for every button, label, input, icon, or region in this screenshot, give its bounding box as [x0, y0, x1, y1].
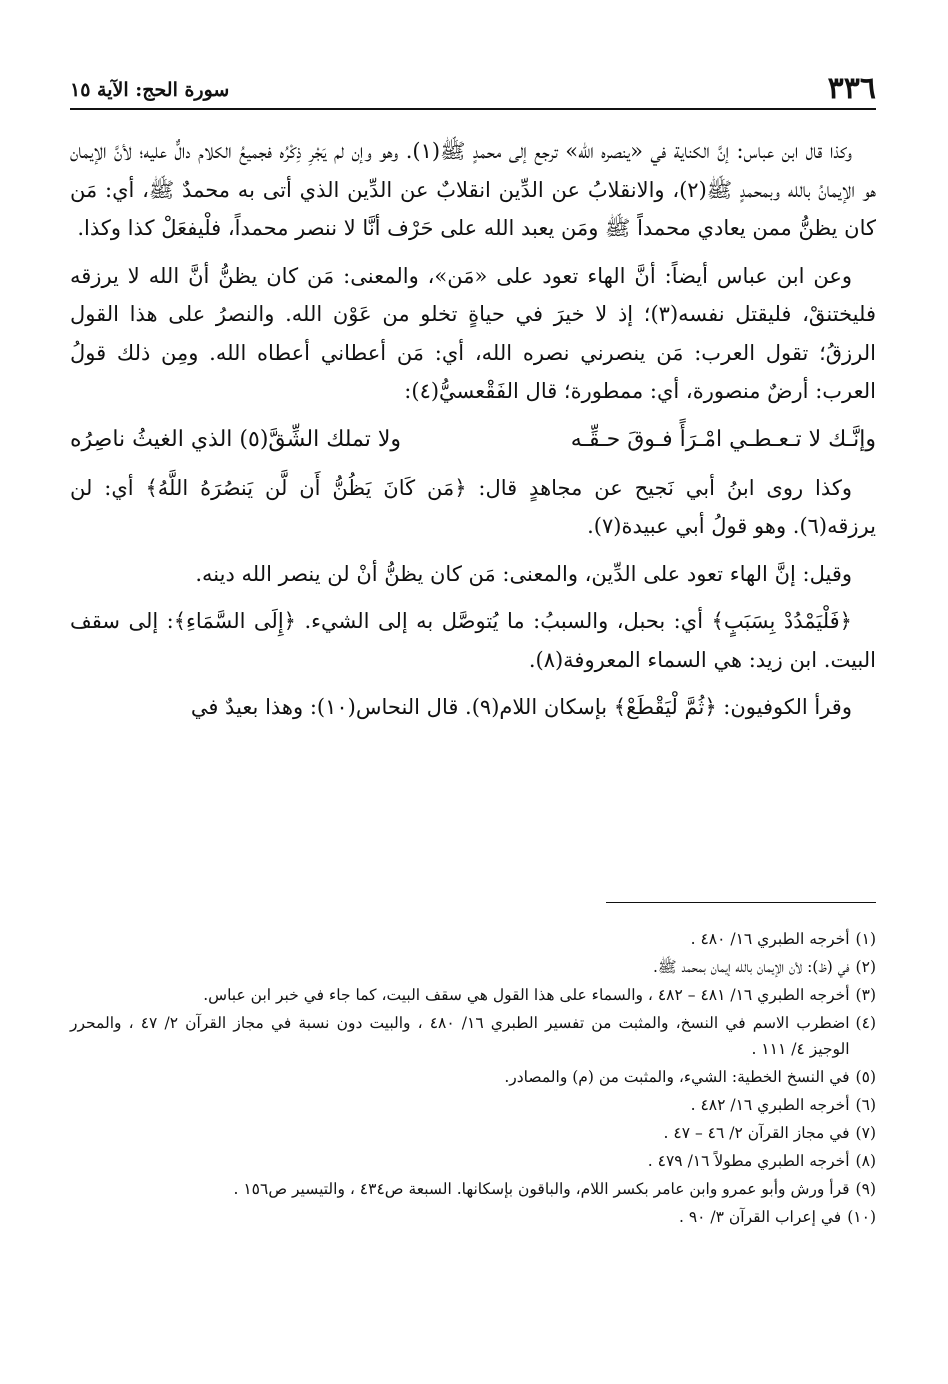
footnote: [70, 1064, 876, 1090]
paragraph: وكذا قال ابن عباس: إنَّ الكناية في «ينصره الله» ترجع إلى محمدٍ ﷺ(١). وهو وإن لم يَجْرِ ذِكْرُه فجميعُ الكلام دالٌّ عليه؛ لأنَّ الإيمان هو الإيمانُ بالله وبمحمدٍ ﷺ(٢)، والانقلابُ عن الدِّين انقلابٌ عن الدِّين الذي أتى به محمدٌ ﷺ، أي: مَن كان يظنُّ ممن يعادي محمداً ﷺ ومَن يعبد الله على حَرْف أنَّا لا ننصر محمداً، فلْيفعَلْ كذا وكذا.: [70, 139, 876, 240]
footnote-text: في إعراب القرآن ٣/ ٩٠ .: [678, 1208, 842, 1226]
footnote-number: (٥): [855, 1068, 876, 1086]
footnotes: [70, 926, 876, 1232]
footnote-text: في (ظ): لأن الإيمان بالله إيمان بمحمد ﷺ.: [652, 958, 850, 976]
verse-second-hemistich: ولا تملك الشِّقَّ(٥) الذي الغيثُ ناصِرُه: [70, 426, 402, 452]
footnote-number: (١٠): [847, 1208, 876, 1226]
footnote-number: (٨): [855, 1152, 876, 1170]
footnote-text: اضطرب الاسم في النسخ، والمثبت من تفسير الطبري ١٦/ ٤٨٠ ، والبيت دون نسبة في مجاز القرآن ٢/ ٤٧ ، والمحرر الوجيز ٤/ ١١١ .: [70, 1014, 850, 1058]
footnote: [70, 1204, 876, 1230]
running-title: سورة الحج: الآية ١٥: [70, 79, 230, 101]
paragraph: وقيل: إنَّ الهاء تعود على الدِّين، والمعنى: مَن كان يظنُّ أنْ لن ينصر الله دينه.: [195, 561, 852, 586]
footnote-text: أخرجه الطبري مطولاً ١٦/ ٤٧٩ .: [647, 1152, 850, 1170]
paragraph: وعن ابن عباس أيضاً: أنَّ الهاء تعود على «مَن»، والمعنى: مَن كان يظنُّ أنَّ الله لا يرزقه فليختنقْ، فليقتل نفسه(٣)؛ إذ لا خيرَ في حياةٍ تخلو من عَوْن الله. والنصرُ على هذا القول الرزقُ؛ تقول العرب: مَن ينصرني نصره الله، أي: مَن أعطاني أعطاه الله. ومِن ذلك قولُ العرب: أرضٌ منصورة، أي: ممطورة؛ قال الفَقْعسيُّ(٤):: [70, 263, 876, 403]
footnote-number: (٧): [855, 1124, 876, 1142]
footnote: [70, 1092, 876, 1118]
poetry-verse: [70, 420, 876, 460]
footnote-number: (٦): [855, 1096, 876, 1114]
footnote-text: أخرجه الطبري ١٦/ ٤٨٠ .: [690, 930, 850, 948]
footnote-number: (٩): [855, 1180, 876, 1198]
paragraph: وقرأ الكوفيون: ﴿ثُمَّ لْيَقْطَعْ﴾ بإسكان اللام(٩). قال النحاس(١٠): وهذا بعيدٌ في: [190, 695, 852, 719]
footnote-text: أخرجه الطبري ١٦/ ٤٨١ – ٤٨٢ ، والسماء على هذا القول هي سقف البيت، كما جاء في خبر ابن عباس.: [203, 986, 850, 1004]
footnote-number: (٢): [855, 958, 876, 976]
footnote-text: أخرجه الطبري ١٦/ ٤٨٢ .: [690, 1096, 850, 1114]
footnote-number: (١): [855, 930, 876, 948]
footnote: [70, 1176, 876, 1202]
footnote-number: (٣): [855, 986, 876, 1004]
paragraph: ﴿فَلْيَمْدُدْ بِسَبَبٍ﴾ أي: بحبل، والسببُ: ما يُتوصَّل به إلى الشيء. ﴿إِلَى السَّمَاءِ﴾: إلى سقف البيت. ابن زيد: هي السماء المعروفة(٨).: [70, 609, 876, 672]
footnote: [70, 982, 876, 1008]
verse-first-hemistich: وإنَّـك لا تـعـطـي امْـرَأً فـوقَ حـقِّـه: [570, 426, 876, 452]
footnote: [70, 954, 876, 980]
paragraph: وكذا روى ابنُ أبي نَجيح عن مجاهدٍ قال: ﴿مَن كَانَ يَظُنُّ أَن لَّن يَنصُرَهُ اللَّهُ﴾ أي: لن يرزقه(٦). وهو قولُ أبي عبيدة(٧).: [70, 475, 876, 538]
footnote-text: في النسخ الخطية: الشيء، والمثبت من (م) والمصادر.: [504, 1068, 850, 1086]
footnote-number: (٤): [855, 1014, 876, 1032]
footnote: [70, 1010, 876, 1062]
footnote: [70, 926, 876, 952]
footnote-rule: [606, 902, 876, 903]
header-rule: [70, 108, 876, 110]
page-number: ٣٣٦: [827, 71, 876, 106]
page-header: [70, 64, 876, 104]
footnote-text: في مجاز القرآن ٢/ ٤٦ – ٤٧ .: [663, 1124, 850, 1142]
footnote-text: قرأ ورش وأبو عمرو وابن عامر بكسر اللام، والباقون بإسكانها. السبعة ص٤٣٤ ، والتيسير ص١٥٦ .: [233, 1180, 850, 1198]
main-text: [70, 132, 876, 736]
footnote: [70, 1120, 876, 1146]
footnote: [70, 1148, 876, 1174]
